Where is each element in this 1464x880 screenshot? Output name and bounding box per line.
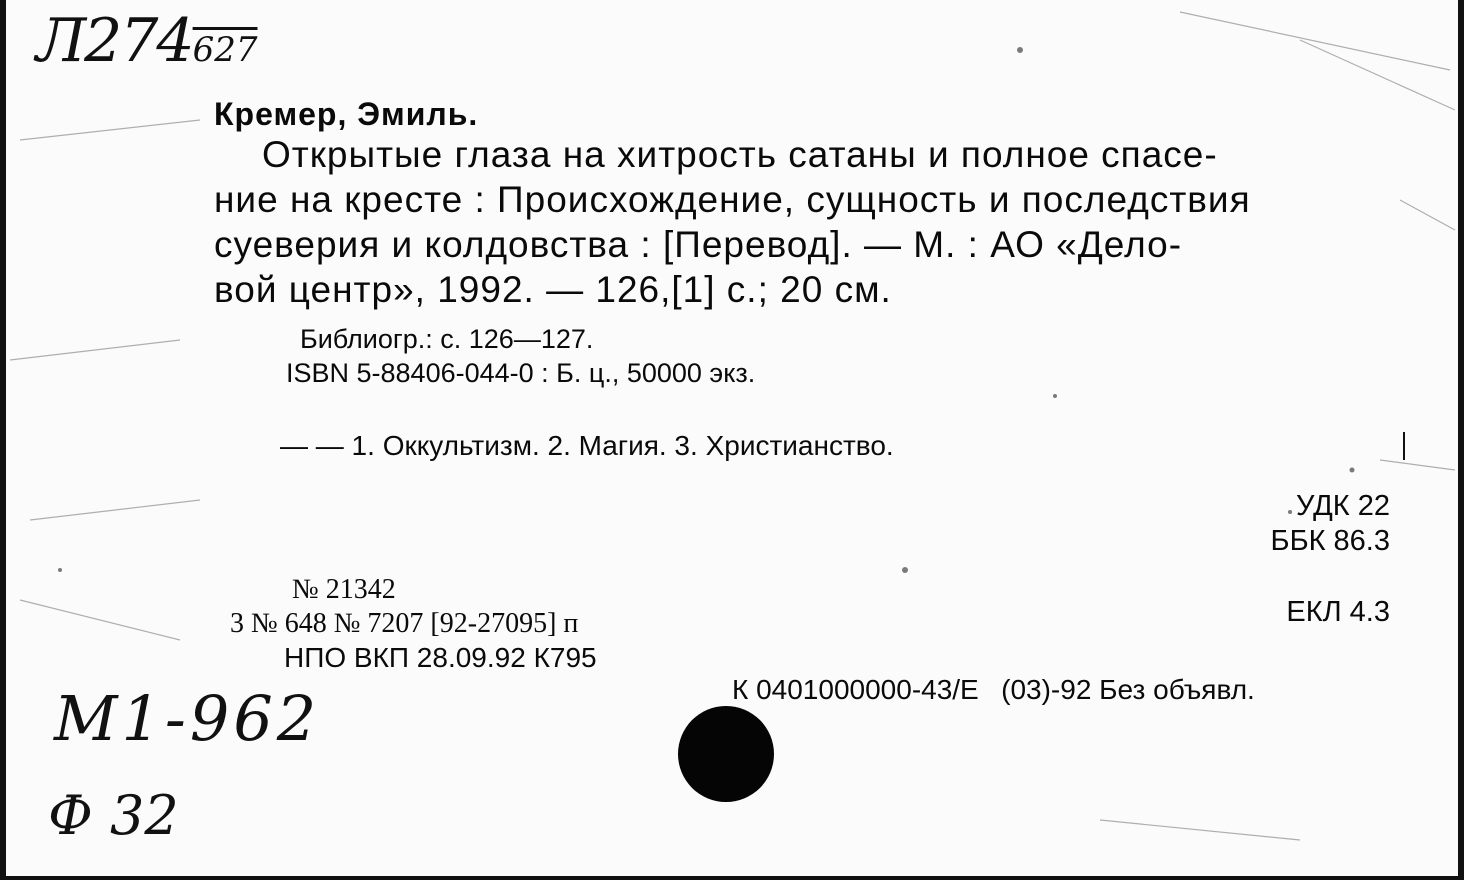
udk-index: УДК 22 [1296,490,1390,522]
handwritten-number-main: Л274 [36,6,193,76]
handwritten-fund-mark: Ф 32 [48,784,179,847]
subject-headings: — — 1. Оккультизм. 2. Магия. 3. Христианство. [280,430,894,461]
bbk-index: ББК 86.3 [1270,525,1390,557]
isbn-note: ISBN 5-88406-044-0 : Б. ц., 50000 экз. [286,358,756,388]
k-code-line: К 0401000000-43/Е(03)-92 Без объявл. [732,674,1255,705]
card-right-edge [1458,0,1464,880]
card-bottom-edge [0,876,1464,880]
handwritten-shelf-mark: М1-962 [54,682,321,755]
order-numbers: 3 № 648 № 7207 [92-27095] п [230,608,579,639]
handwritten-number-sub: 627 [192,30,258,70]
title-line-3: суеверия и колдовства : [Перевод]. — М. : АО «Дело- [214,224,1183,265]
bibliography-note: Библиогр.: с. 126—127. [300,324,594,354]
title-line-2: ние на кресте : Происхождение, сущность и последствия [214,179,1251,220]
title-line-1: Открытые глаза на хитрость сатаны и полное спасе- [262,134,1218,175]
ekl-index: ЕКЛ 4.3 [1286,596,1390,628]
handwritten-inventory-number [36,6,258,76]
card-left-edge [0,0,6,880]
card-number: № 21342 [292,574,396,605]
npo-vkp-line: НПО ВКП 28.09.92 К795 [284,642,597,673]
punch-hole [678,706,774,802]
title-line-4: вой центр», 1992. — 126,[1] с.; 20 см. [214,269,892,310]
author-heading: Кремер, Эмиль. [214,96,479,132]
